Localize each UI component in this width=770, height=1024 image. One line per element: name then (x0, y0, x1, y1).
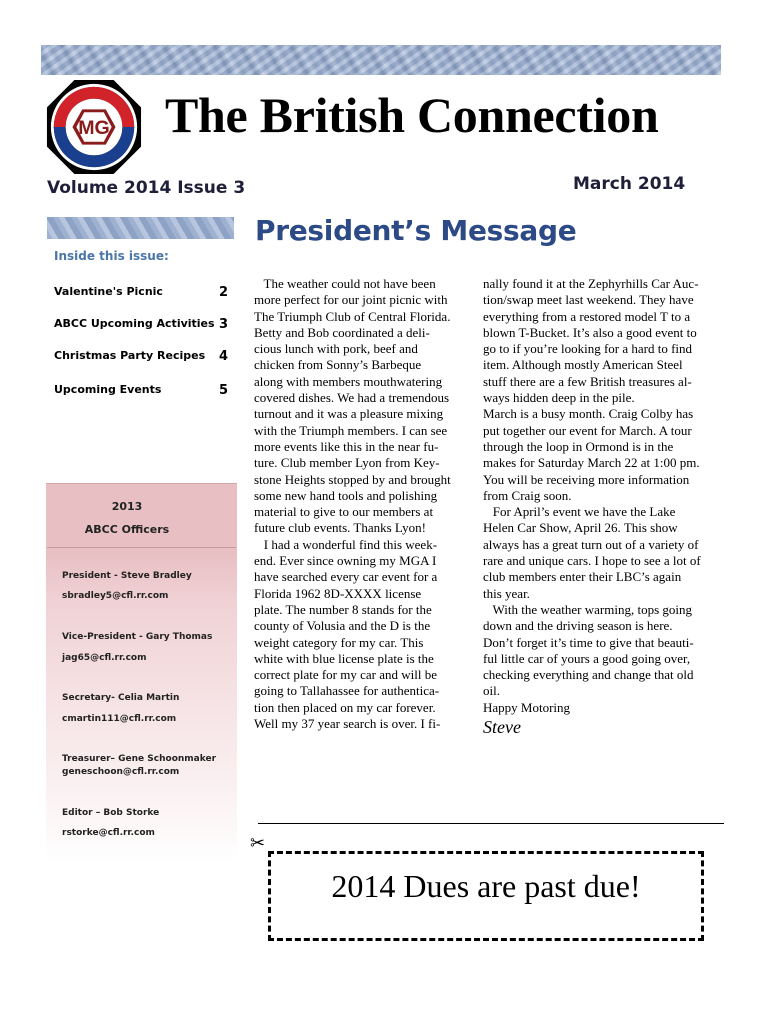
article-line: along with members mouthwatering (254, 373, 443, 389)
officer-email: geneschoon@cfl.rr.com (62, 767, 180, 777)
article-line: rare and unique cars. I hope to see a lot of (483, 553, 701, 569)
article-line: white with blue license plate is the (254, 650, 434, 666)
article-column-1 (254, 276, 466, 732)
article-line: plate. The number 8 stands for the (254, 601, 432, 617)
article-line: ture. Club member Lyon from Key- (254, 455, 440, 471)
officer-line: Treasurer– Gene Schoonmaker (62, 754, 217, 764)
article-line: going to Tallahassee for authentica- (254, 683, 440, 699)
article-line: oil. (483, 683, 500, 699)
article-line: covered dishes. We had a tremendous (254, 390, 450, 406)
officers-panel (46, 483, 237, 864)
toc-label: Christmas Party Recipes (54, 349, 206, 362)
article-line: March is a busy month. Craig Colby has (483, 406, 694, 422)
article-line: blown T-Bucket. It’s also a good event to (483, 324, 697, 340)
article-line: Don’t forget it’s time to give that beauti- (483, 634, 694, 650)
article-line: Betty and Bob coordinated a deli- (254, 324, 430, 340)
volume-issue: Volume 2014 Issue 3 (47, 178, 246, 198)
article-line: item. Although mostly American Steel (483, 357, 683, 373)
officer-email: jag65@cfl.rr.com (62, 653, 147, 663)
article-line: county of Volusia and the D is the (254, 618, 431, 634)
article-line: with the Triumph members. I can see (254, 422, 448, 438)
officer-email: rstorke@cfl.rr.com (62, 828, 155, 838)
article-line: With the weather warming, tops going (483, 601, 693, 617)
mga-register-logo (45, 78, 143, 176)
officer-line: Editor – Bob Storke (62, 808, 160, 818)
article-line: turnout and it was a pleasure mixing (254, 406, 444, 422)
article-line: put together our event for March. A tour (483, 422, 692, 438)
article-line: club members enter their LBC’s again (483, 569, 682, 585)
toc-label: Valentine's Picnic (54, 285, 163, 298)
officer-email: cmartin111@cfl.rr.com (62, 714, 177, 724)
header-banner (41, 45, 721, 75)
article-line: makes for Saturday March 22 at 1:00 pm. (483, 455, 700, 471)
toc-label: Upcoming Events (54, 383, 162, 396)
article-line: through the loop in Ormond is in the (483, 438, 674, 454)
scissors-icon: ✂ (250, 833, 266, 854)
article-line: correct plate for my car and will be (254, 667, 437, 683)
article-line: material to give to our members at (254, 504, 434, 520)
toc-page: 2 (218, 285, 228, 300)
officer-line: President - Steve Bradley (62, 571, 192, 581)
article-line: I had a wonderful find this week- (254, 536, 438, 552)
signature: Steve (483, 717, 521, 737)
article-line: Florida 1962 8D-XXXX license (254, 585, 422, 601)
article-line: Well my 37 year search is over. I fi- (254, 716, 441, 732)
article-line: tion then placed on my car forever. (254, 699, 436, 715)
article-line: ful little car of yours a good going over, (483, 650, 691, 666)
article-line: from Craig soon. (483, 487, 572, 503)
inside-issue-heading: Inside this issue: (54, 249, 169, 263)
article-line: future club events. Thanks Lyon! (254, 520, 426, 536)
sidebar-banner (47, 217, 234, 239)
officer-line: Vice-President - Gary Thomas (62, 632, 213, 642)
article-line: The weather could not have been (254, 276, 436, 291)
toc-label: ABCC Upcoming Activities (54, 317, 215, 330)
divider-rule (258, 823, 724, 824)
officers-year: 2013 (111, 500, 143, 513)
article-line: some new hand tools and polishing (254, 487, 438, 503)
article-line: chicken from Sonny’s Barbeque (254, 357, 422, 373)
article-line: end. Ever since owning my MGA I (254, 553, 437, 569)
article-line: stone Heights stopped by and brought (254, 471, 451, 487)
article-line: tion/swap meet last weekend. They have (483, 292, 694, 308)
toc-page: 3 (218, 317, 228, 332)
issue-date: March 2014 (573, 174, 686, 194)
toc-page: 5 (218, 383, 228, 398)
article-line: cious lunch with pork, beef and (254, 341, 418, 357)
article-line: The Triumph Club of Central Florida. (254, 308, 451, 324)
article-line: have searched every car event for a (254, 569, 438, 585)
article-line: For April’s event we have the Lake (483, 504, 676, 520)
newsletter-title: The British Connection (165, 87, 659, 143)
article-line: everything from a restored model T to a (483, 308, 691, 324)
officer-line: Secretary- Celia Martin (62, 693, 180, 703)
article-line: You will be receiving more information (483, 471, 690, 487)
dues-notice-text: 2014 Dues are past due! (331, 868, 641, 904)
article-line: more perfect for our joint picnic with (254, 292, 448, 308)
article-line: Helen Car Show, April 26. This show (483, 520, 678, 536)
article-line: more events like this in the near fu- (254, 438, 439, 454)
article-line: weight category for my car. This (254, 634, 424, 650)
article-column-2 (483, 276, 718, 716)
article-line: go to if you’re looking for a hard to find (483, 341, 693, 357)
article-line: ways hidden deep in the pile. (483, 390, 635, 406)
officers-heading: ABCC Officers (84, 523, 170, 536)
article-line: nally found it at the Zephyrhills Car Auc- (483, 276, 699, 291)
officers-divider (47, 547, 236, 548)
article-line: checking everything and change that old (483, 667, 694, 683)
article-line: Happy Motoring (483, 699, 571, 715)
dues-notice-box (268, 851, 704, 941)
article-line: stuff there are a few British treasures al- (483, 373, 692, 389)
logo-mg-text: MG (78, 116, 110, 139)
article-line: this year. (483, 585, 530, 601)
toc-page: 4 (218, 349, 228, 364)
article-line: down and the driving season is here. (483, 618, 673, 634)
officer-email: sbradley5@cfl.rr.com (62, 591, 169, 601)
article-line: always has a great turn out of a variety of (483, 536, 699, 552)
article-title: President’s Message (255, 214, 577, 247)
